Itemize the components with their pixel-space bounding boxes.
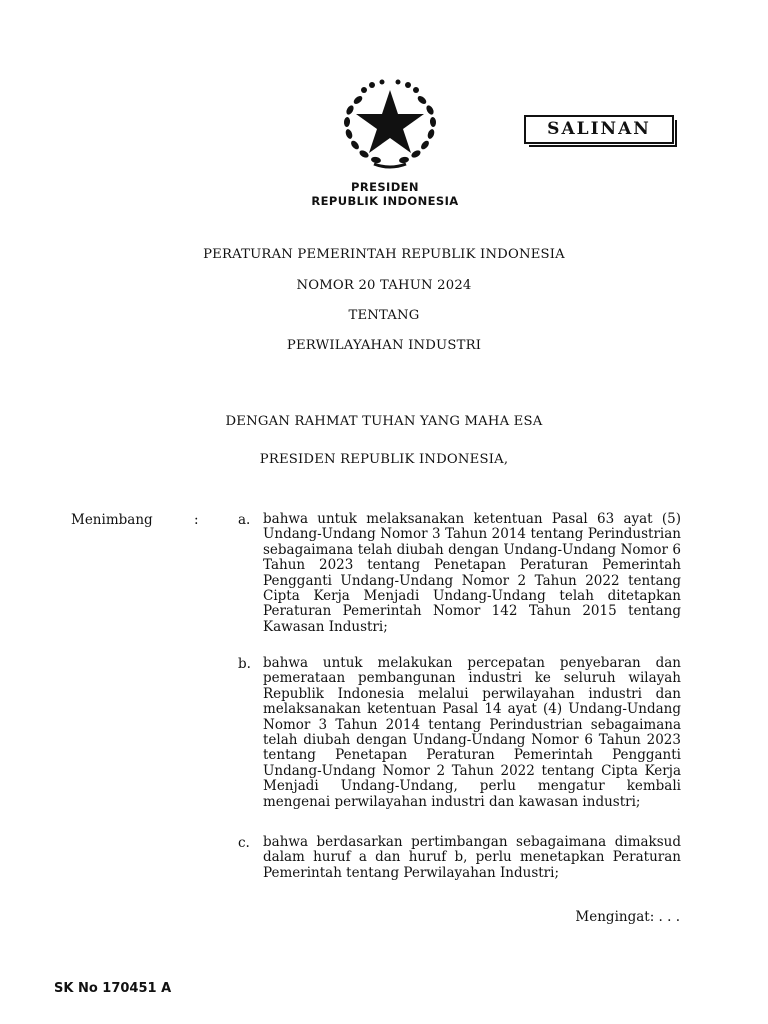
regulation-number: NOMOR 20 TAHUN 2024 [296, 278, 472, 293]
regulation-about: TENTANG [348, 308, 420, 323]
considering-item-c: bahwa berdasarkan pertimbangan sebagaimana dimaksud dalam huruf a dan huruf b, perlu menetapkan Peraturan Pemerintah tentang Perwilayahan Industri; [263, 834, 681, 881]
continuation-catchword: Mengingat: . . . [575, 909, 680, 925]
garuda-star-emblem-icon [336, 76, 444, 172]
sk-number: SK No 170451 A [54, 981, 172, 996]
regulation-subject: PERWILAYAHAN INDUSTRI [286, 338, 482, 353]
preamble-blessing: DENGAN RAHMAT TUHAN YANG MAHA ESA [225, 414, 543, 429]
item-letter-c: c. [238, 835, 250, 851]
considering-label: Menimbang [71, 512, 153, 528]
preamble-authority: PRESIDEN REPUBLIK INDONESIA, [259, 452, 509, 467]
issuer-line-president: PRESIDEN [351, 180, 419, 194]
item-letter-b: b. [238, 656, 251, 672]
regulation-title: PERATURAN PEMERINTAH REPUBLIK INDONESIA [203, 247, 565, 262]
considering-colon: : [194, 512, 199, 528]
salinan-stamp: SALINAN [524, 115, 674, 144]
considering-item-a: bahwa untuk melaksanakan ketentuan Pasal 63 ayat (5) Undang-Undang Nomor 3 Tahun 2014 tentang Perindustrian sebagaimana telah diubah dengan Undang-Undang Nomor 6 Tahun 2023 tentang Penetapan Peraturan Pemerintah Pengganti Undang-Undang Nomor 2 Tahun 2022 tentang Cipta Kerja Menjadi Undang-Undang telah ditetapkan Peraturan Pemerintah Nomor 142 Tahun 2015 tentang Kawasan Industri; [263, 511, 681, 635]
item-letter-a: a. [238, 512, 251, 528]
issuer-line-republic: REPUBLIK INDONESIA [311, 194, 459, 208]
considering-item-b: bahwa untuk melakukan percepatan penyebaran dan pemerataan pembangunan industri ke seluruh wilayah Republik Indonesia melalui perwilayahan industri dan melaksanakan ketentuan Pasal 14 ayat (4) Undang-Undang Nomor 3 Tahun 2014 tentang Perindustrian sebagaimana telah diubah dengan Undang-Undang Nomor 6 Tahun 2023 tentang Penetapan Peraturan Pemerintah Pengganti Undang-Undang Nomor 2 Tahun 2022 tentang Cipta Kerja Menjadi Undang-Undang, perlu mengatur kembali mengenai perwilayahan industri dan kawasan industri; [263, 655, 681, 810]
